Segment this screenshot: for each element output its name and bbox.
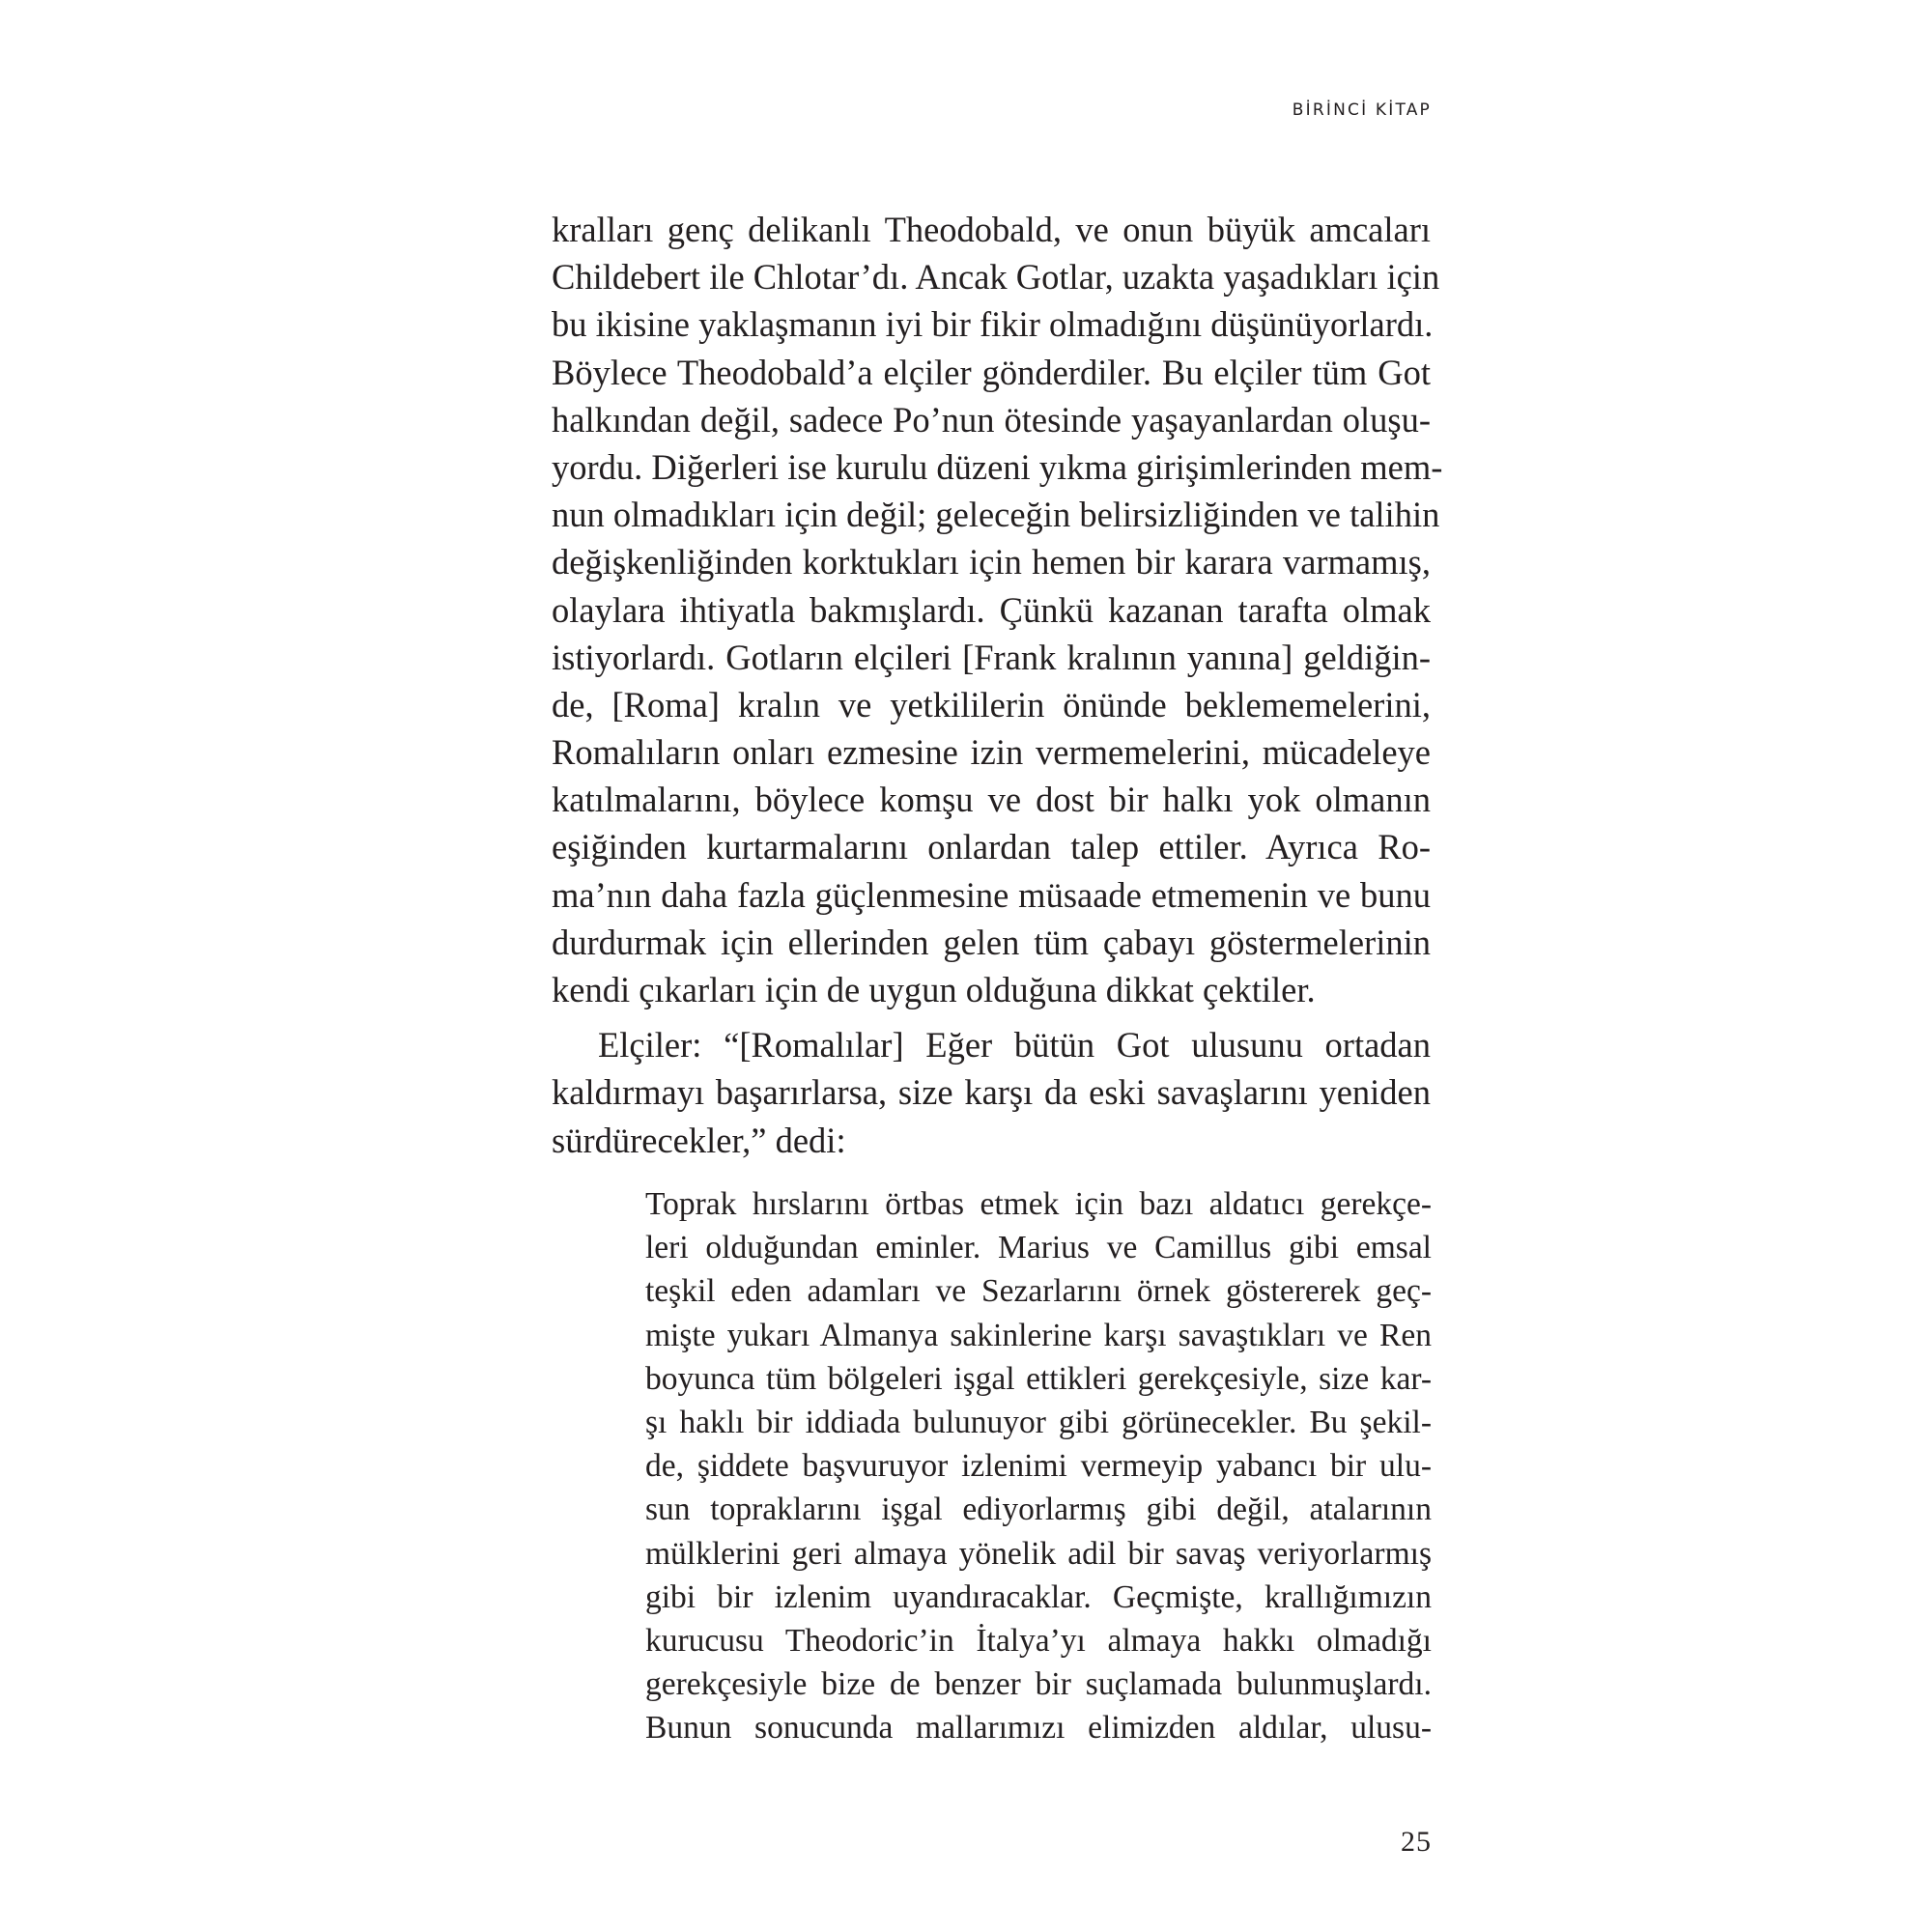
text-line: nun olmadıkları için değil; geleceğin belirsizliğinden ve talihin	[552, 495, 1440, 535]
paragraph-2	[552, 1021, 1431, 1164]
text-line: durdurmak için ellerinden gelen tüm çabayı göstermelerinin	[552, 922, 1431, 962]
text-line: kaldırmayı başarırlarsa, size karşı da eski savaşlarını yeniden	[552, 1072, 1431, 1113]
text-line: Böylece Theodobald’a elçiler gönderdiler. Bu elçiler tüm Got	[552, 352, 1431, 392]
quote-line: teşkil eden adamları ve Sezarlarını örnek göstererek geç-	[645, 1273, 1432, 1310]
quote-line: mişte yukarı Almanya sakinlerine karşı savaştıkları ve Ren	[645, 1317, 1432, 1353]
quote-line: boyunca tüm bölgeleri işgal ettikleri gerekçesiyle, size kar-	[645, 1360, 1432, 1397]
quote-line: gibi bir izlenim uyandıracaklar. Geçmişte, krallığımızın	[645, 1578, 1432, 1615]
text-line: halkından değil, sadece Po’nun ötesinde yaşayanlardan oluşu-	[552, 399, 1431, 440]
quote-line: kurucusu Theodoric’in İtalya’yı almaya hakkı olmadığı	[645, 1622, 1432, 1659]
quote-line: gerekçesiyle bize de benzer bir suçlamada bulunmuşlardı.	[645, 1666, 1432, 1703]
quote-line: mülklerini geri almaya yönelik adil bir savaş veriyorlarmış	[645, 1535, 1432, 1572]
text-line: değişkenliğinden korktukları için hemen bir karara varmamış,	[552, 542, 1431, 582]
quote-line: de, şiddete başvuruyor izlenimi vermeyip yabancı bir ulu-	[645, 1448, 1432, 1485]
text-line: Childebert ile Chlotar’dı. Ancak Gotlar, uzakta yaşadıkları için	[552, 257, 1440, 298]
body-text	[552, 206, 1443, 1164]
text-line: de, [Roma] kralın ve yetkililerin önünde beklememelerini,	[552, 684, 1431, 724]
paragraph-gap	[552, 1013, 1431, 1021]
text-line: kendi çıkarları için de uygun olduğuna dikkat çektiler.	[552, 970, 1316, 1009]
text-line: kralları genç delikanlı Theodobald, ve onun büyük amcaları	[552, 210, 1431, 249]
text-line: Elçiler: “[Romalılar] Eğer bütün Got ulusunu ortadan	[598, 1025, 1431, 1065]
text-line: eşiğinden kurtarmalarını onlardan talep ettiler. Ayrıca Ro-	[552, 827, 1431, 867]
text-line: sürdürecekler,” dedi:	[552, 1120, 846, 1160]
quote-line: leri olduğundan eminler. Marius ve Camillus gibi emsal	[645, 1230, 1432, 1266]
text-line: yordu. Diğerleri ise kurulu düzeni yıkma girişimlerinden mem-	[552, 446, 1443, 487]
quote-line: Toprak hırslarını örtbas etmek için bazı aldatıcı gerekçe-	[645, 1186, 1432, 1222]
text-line: katılmalarını, böylece komşu ve dost bir halkı yok olmanın	[552, 780, 1431, 820]
page-number: 25	[1401, 1826, 1432, 1858]
running-header: BİRİNCİ KİTAP	[1292, 100, 1432, 120]
paragraph-1	[552, 206, 1443, 1013]
text-line: ma’nın daha fazla güçlenmesine müsaade etmemenin ve bunu	[552, 874, 1431, 915]
text-line: istiyorlardı. Gotların elçileri [Frank kralının yanına] geldiğin-	[552, 637, 1431, 677]
text-line: Romalıların onları ezmesine izin vermemelerini, mücadeleye	[552, 732, 1431, 773]
text-line: olaylara ihtiyatla bakmışlardı. Çünkü kazanan tarafta olmak	[552, 589, 1431, 630]
quote-line: şı haklı bir iddiada bulunuyor gibi görünecekler. Bu şekil-	[645, 1404, 1432, 1440]
quote-line: Bunun sonucunda mallarımızı elimizden aldılar, ulusu-	[645, 1710, 1432, 1747]
block-quote	[645, 1182, 1432, 1749]
text-line: bu ikisine yaklaşmanın iyi bir fikir olmadığını düşünüyorlardı.	[552, 304, 1434, 345]
quote-line: sun topraklarını işgal ediyorlarmış gibi değil, atalarının	[645, 1492, 1432, 1528]
